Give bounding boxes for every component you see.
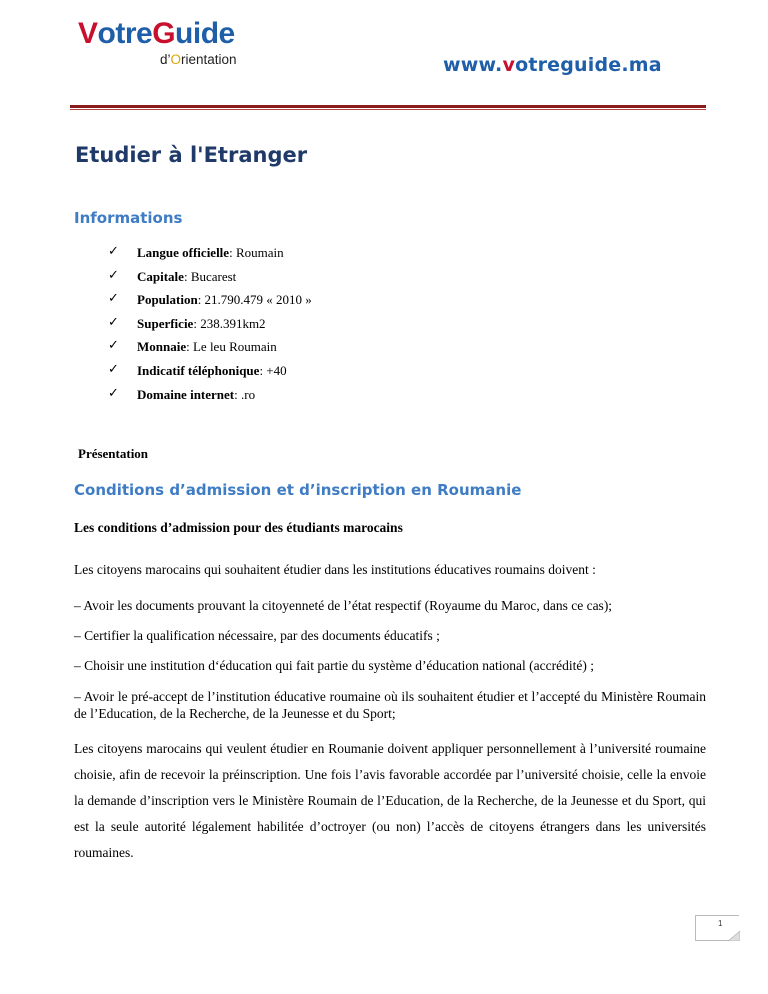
list-item [108,269,312,293]
item-value: : 238.391km2 [193,315,266,331]
item-label: Domaine internet [137,386,235,402]
item-value: : Le leu Roumain [186,339,277,355]
item-value: : Roumain [229,245,284,260]
logo-letter-v: V [78,17,98,50]
item-label: Indicatif téléphonique [137,362,260,378]
site-prefix: www. [443,54,503,76]
site-rest: otreguide.ma [515,54,662,76]
presentation-label: Présentation [78,446,149,461]
paragraph: – Choisir une institution d‘éducation qui fait partie du système d’éducation national (accrédité) ; [74,658,594,673]
list-item [108,245,312,269]
logo-subtitle [160,52,237,67]
conditions-heading: Conditions d’admission et d’inscription en Roumanie [74,481,522,499]
list-item [108,363,312,387]
informations-heading: Informations [74,209,183,227]
check-icon: ✓ [108,338,119,354]
logo-letter-g: G [152,17,176,50]
page-number: 1 [718,919,723,928]
logo-sub-letter: O [170,52,182,67]
logo-sub-prefix: d’ [160,52,171,67]
list-item [108,387,312,411]
item-label: Monnaie [137,339,187,355]
check-icon: ✓ [108,314,119,330]
list-item [108,316,312,340]
check-icon: ✓ [108,291,119,307]
check-icon: ✓ [108,267,119,283]
item-label: Superficie [137,315,194,331]
site-v: v [502,54,516,76]
info-list [108,245,312,410]
item-label: Capitale [137,268,184,284]
check-icon: ✓ [108,361,119,377]
logo-sub-rest: rientation [181,52,237,67]
logo-part-otre: otre [97,17,153,50]
logo [78,18,278,73]
paragraph: Les citoyens marocains qui souhaitent étudier dans les institutions éducatives roumains doivent : [74,562,596,577]
logo-part-uide: uide [175,17,235,50]
site-url[interactable] [443,54,662,76]
item-label: Langue officielle [137,245,230,260]
header-rule-thin [70,109,706,110]
paragraph: – Certifier la qualification nécessaire, par des documents éducatifs ; [74,628,440,643]
item-value: : 21.790.479 « 2010 » [197,292,312,308]
page-corner-icon [728,931,740,941]
item-label: Population [137,292,198,308]
check-icon: ✓ [108,244,119,259]
header-rule [70,105,706,108]
check-icon: ✓ [108,385,119,401]
page-title: Etudier à l'Etranger [75,143,308,167]
paragraph: – Avoir le pré-accept de l’institution éducative roumaine où ils souhaitent étudier et l’accepté du Ministère Roumain de l’Education, de la Recherche, de la Jeunesse et du Sport; [74,689,706,721]
conditions-subheading: Les conditions d’admission pour des étudiants marocains [74,520,403,535]
item-value: : .ro [234,386,256,402]
item-value: : +40 [259,362,287,378]
paragraph: – Avoir les documents prouvant la citoyenneté de l’état respectif (Royaume du Maroc, dans ce cas); [74,598,613,613]
list-item [108,339,312,363]
paragraph: Les citoyens marocains qui veulent étudier en Roumanie doivent appliquer personnellement à l’université roumaine choisie, afin de recevoir la préinscription. Une fois l’avis favorable accordée par l’université choisie, celle la envoie la demande d’inscription vers le Ministère Roumain de l’Education, de la Recherche, de la Jeunesse et du Sport, qui est la seule autorité légalement habilitée d’octroyer (ou non) l’accès de citoyens étrangers dans les universités roumaines. [74,741,706,860]
item-value: : Bucarest [183,268,237,284]
logo-wordmark [78,18,278,50]
list-item [108,292,312,316]
